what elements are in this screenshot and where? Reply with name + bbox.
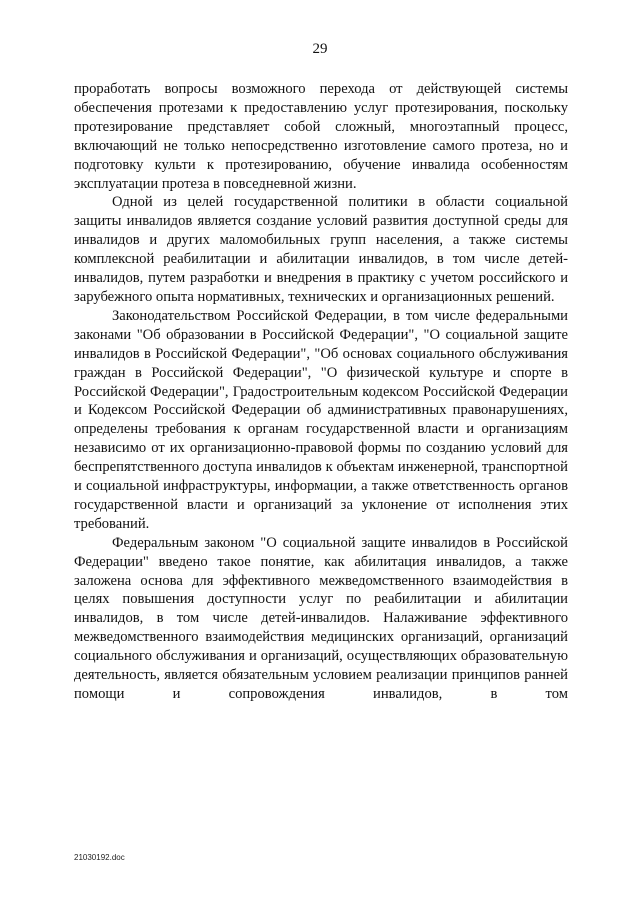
page-number: 29 (312, 41, 328, 57)
footer-filename: 21030192.doc (74, 853, 125, 862)
document-body (74, 80, 568, 704)
paragraph-legislation: Законодательством Российской Федерации, в том числе федеральными законами "Об образовании в Российской Федерации", "О социальной защите инвалидов в Российской Федерации", "Об основах социального обслуживания граждан в Российской Федерации", "О физической культуре и спорте в Российской Федерации", Градостроительным кодексом Российской Федерации и Кодексом Российской Федерации об административных правонарушениях, определены требования к органам государственной власти и организациям независимо от их организационно-правовой формы по созданию условий для беспрепятственного доступа инвалидов к объектам инженерной, транспортной и социальной инфраструктуры, информации, а также ответственность органов государственной власти и организаций за уклонение от исполнения этих требований. (74, 307, 568, 532)
paragraph-state-policy-goal: Одной из целей государственной политики в области социальной защиты инвалидов является создание условий развития доступной среды для инвалидов и других маломобильных групп населения, а также системы комплексной реабилитации и абилитации инвалидов, в том числе детей-инвалидов, путем разработки и внедрения в практику с учетом российского и зарубежного опыта нормативных, технических и организационных решений. (74, 194, 568, 305)
paragraph-federal-law-habilitation: Федеральным законом "О социальной защите инвалидов в Российской Федерации" введено такое понятие, как абилитация инвалидов, а также заложена основа для эффективного межведомственного взаимодействия в целях повышения доступности услуг по реабилитации и абилитации инвалидов, в том числе детей-инвалидов. Налаживание эффективного межведомственного взаимодействия медицинских организаций, организаций социального обслуживания и организаций, осуществляющих образовательную деятельность, является обязательным условием реализации принципов ранней помощи и сопровождения инвалидов, в том (74, 534, 568, 702)
paragraph-protez-continuation: проработать вопросы возможного перехода от действующей системы обеспечения протезами к предоставлению услуг протезирования, поскольку протезирование представляет собой сложный, многоэтапный процесс, включающий не только непосредственно изготовление самого протеза, но и подготовку культи к протезированию, обучение инвалида особенностям эксплуатации протеза в повседневной жизни. (74, 81, 568, 192)
